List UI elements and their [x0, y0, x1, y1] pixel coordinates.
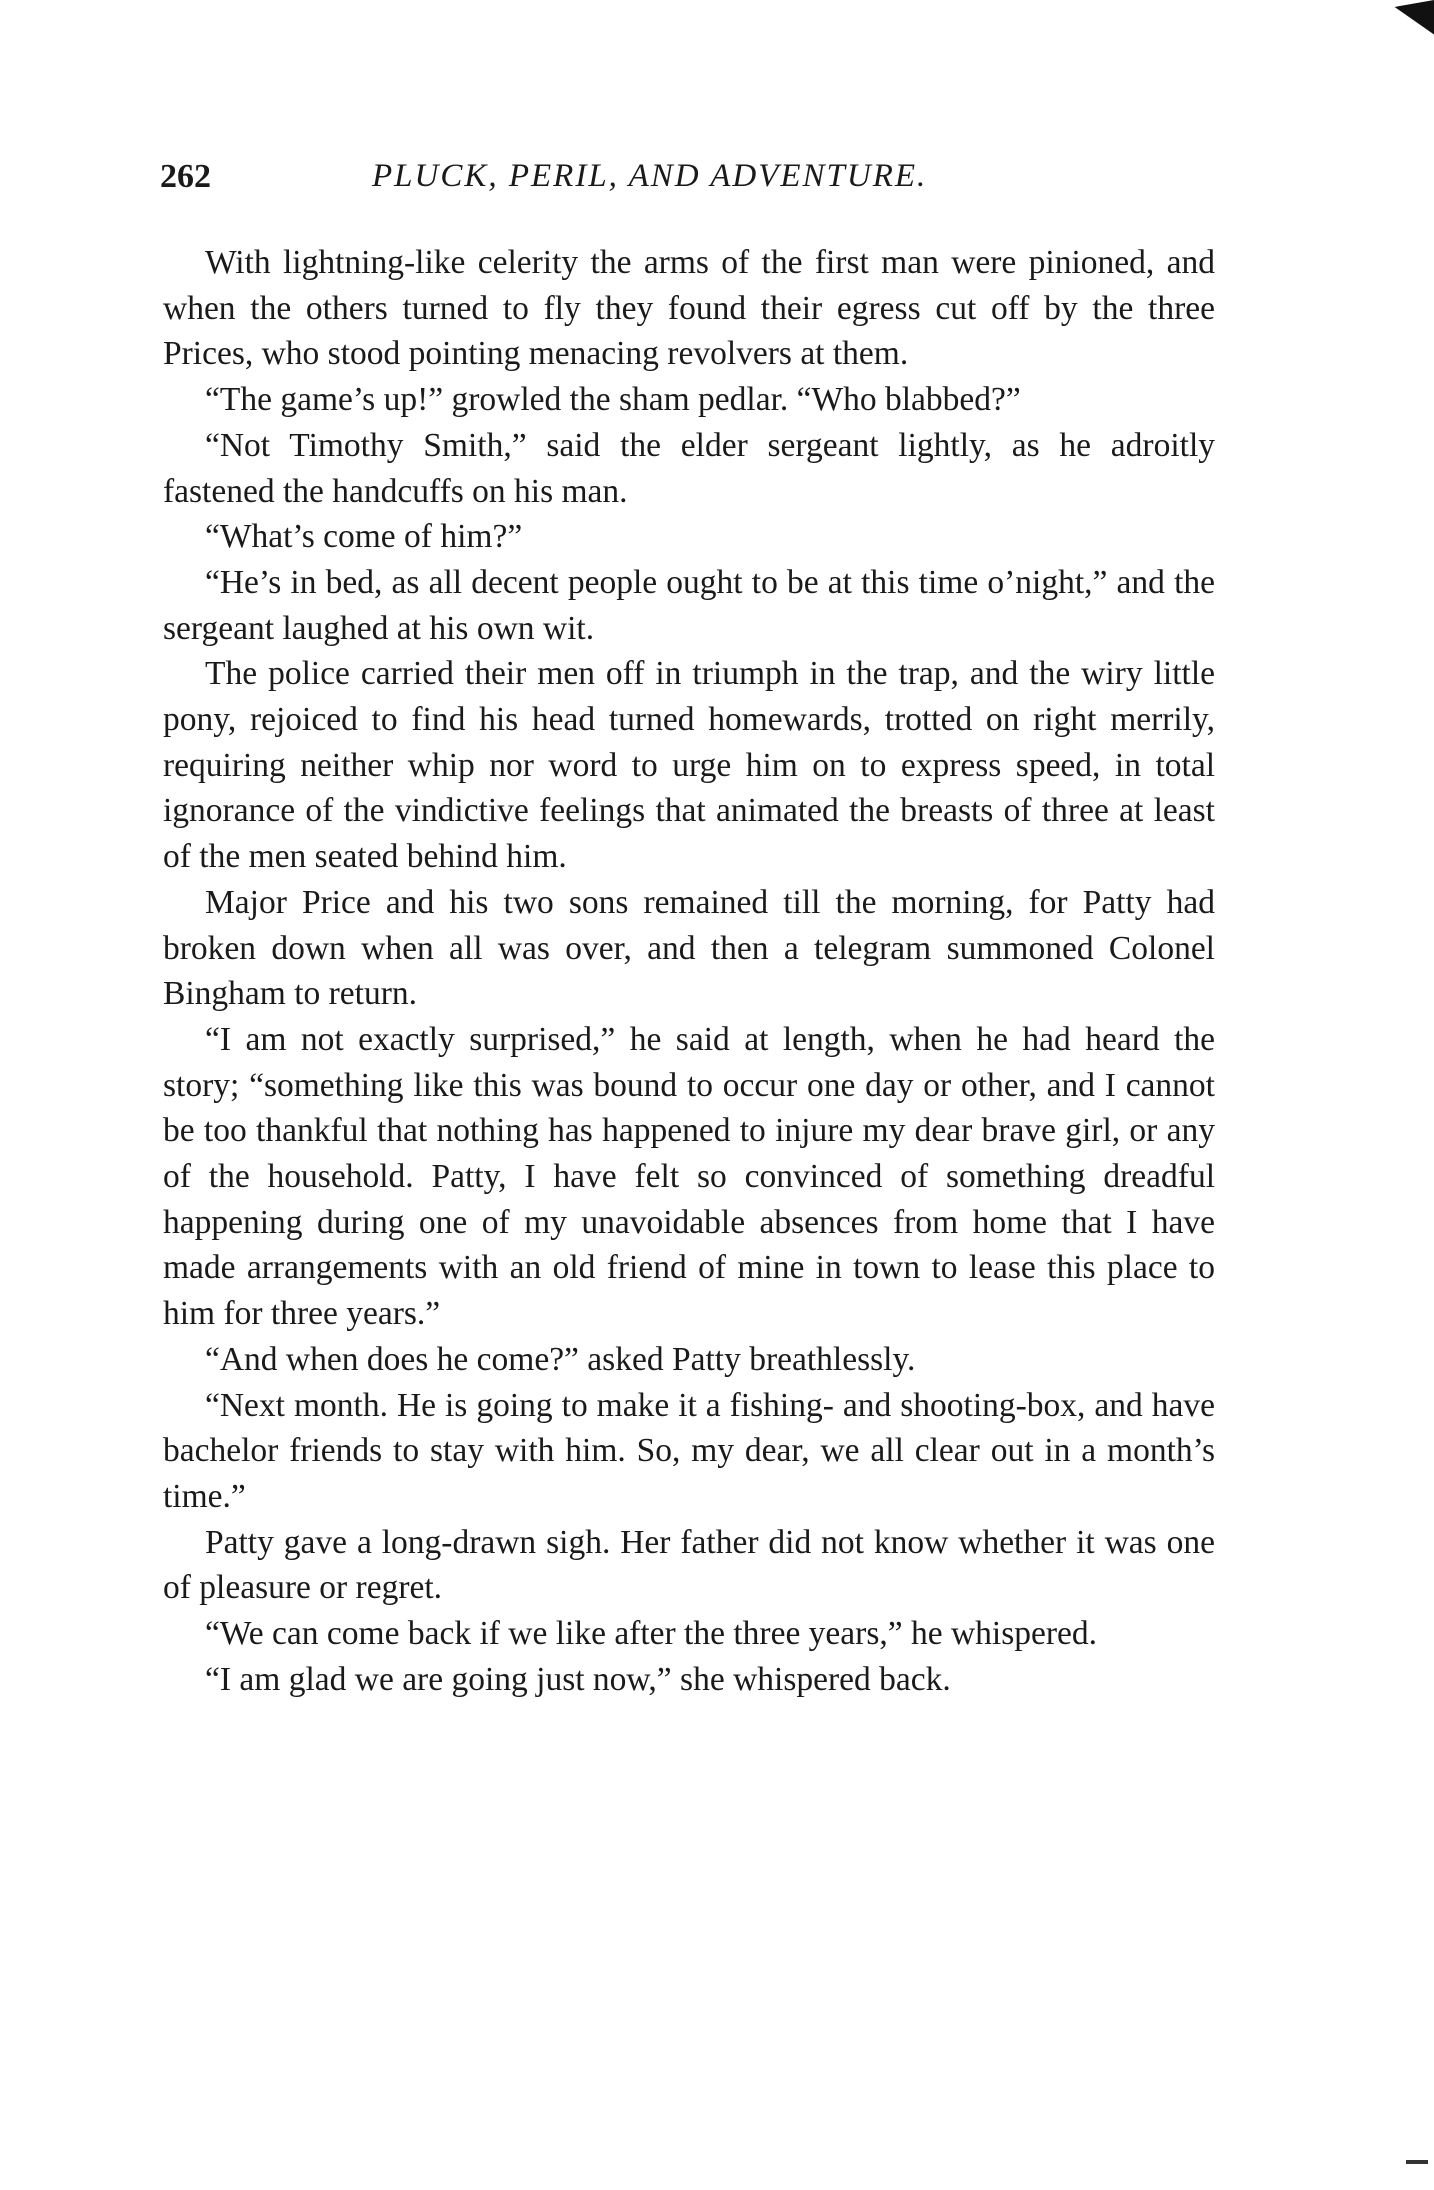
paragraph: Major Price and his two sons remained till the morning, for Patty had broken down when all was over, and then a telegram summoned Colonel Bingham to return. [163, 883, 1215, 1013]
paragraph: The police carried their men off in triumph in the trap, and the wiry little pony, rejoiced to find his head turned homewards, trotted on right merrily, requiring neither whip nor word to urge him on to express speed, in total ignorance of the vindictive feelings that animated the breasts of three at least of the men seated behind him. [163, 655, 1215, 876]
paragraph: “We can come back if we like after the three years,” he whispered. [205, 1615, 1098, 1653]
body-text [163, 240, 1215, 1703]
paragraph: “He’s in bed, as all decent people ought to be at this time o’night,” and the sergeant laughed at his own wit. [163, 563, 1215, 647]
page-header [160, 158, 1220, 204]
paragraph: “Not Timothy Smith,” said the elder sergeant lightly, as he adroitly fastened the handcuffs on his man. [163, 426, 1215, 510]
paragraph: “Next month. He is going to make it a fishing- and shooting-box, and have bachelor friends to stay with him. So, my dear, we all clear out in a month’s time.” [163, 1386, 1215, 1515]
paragraph: “I am glad we are going just now,” she whispered back. [205, 1660, 951, 1698]
paragraph: “And when does he come?” asked Patty breathlessly. [205, 1340, 916, 1378]
paragraph: “I am not exactly surprised,” he said at length, when he had heard the story; “something like this was bound to occur one day or other, and I cannot be too thankful that nothing has happened to injure my dear brave girl, or any of the household. Patty, I have felt so convinced of something dreadful happening during one of my unavoidable absences from home that I have made arrangements with an old friend of mine in town to lease this place to him for three years.” [163, 1020, 1215, 1333]
paragraph: Patty gave a long-drawn sigh. Her father did not know whether it was one of pleasure or regret. [163, 1523, 1215, 1607]
page-corner-fold [1395, 0, 1434, 46]
edge-mark [1406, 2160, 1428, 2164]
paragraph: “The game’s up!” growled the sham pedlar. “Who blabbed?” [205, 381, 1021, 419]
page-number: 262 [160, 158, 211, 195]
paragraph: “What’s come of him?” [205, 518, 523, 556]
paragraph: With lightning-like celerity the arms of the first man were pinioned, and when the others turned to fly they found their egress cut off by the three Prices, who stood pointing menacing revolvers at them. [163, 244, 1215, 373]
running-title: PLUCK, PERIL, AND ADVENTURE. [372, 158, 928, 194]
